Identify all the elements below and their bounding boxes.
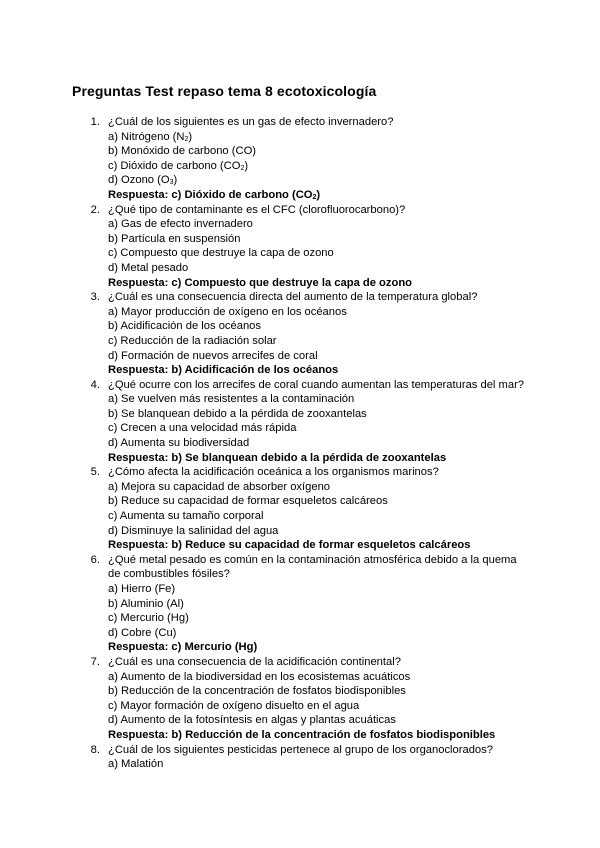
option-d: d) Disminuye la salinidad del agua <box>108 524 279 537</box>
answer: Respuesta: b) Reduce su capacidad de formar esqueletos calcáreos <box>108 539 471 552</box>
option-a: a) Malatión <box>108 758 164 771</box>
answer: Respuesta: b) Reducción de la concentración de fosfatos biodisponibles <box>108 728 496 741</box>
option-c: c) Reducción de la radiación solar <box>108 334 277 347</box>
question-1 <box>0 115 600 203</box>
question-text: ¿Cuál es una consecuencia de la acidificación continental? <box>108 655 401 668</box>
question-number: 7. <box>90 655 100 668</box>
option-a: a) Gas de efecto invernadero <box>108 218 253 231</box>
question-5 <box>0 465 600 553</box>
option-b: b) Reduce su capacidad de formar esqueletos calcáreos <box>108 495 388 508</box>
option-b: b) Partícula en suspensión <box>108 232 241 245</box>
option-d: d) Aumenta su biodiversidad <box>108 437 250 450</box>
option-d: d) Metal pesado <box>108 261 189 274</box>
question-text: ¿Cuál de los siguientes es un gas de efecto invernadero? <box>108 116 394 128</box>
answer: Respuesta: b) Acidificación de los océanos <box>108 364 339 377</box>
question-text: ¿Qué tipo de contaminante es el CFC (clorofluorocarbono)? <box>108 203 406 216</box>
question-text-line-1: ¿Qué metal pesado es común en la contaminación atmosférica debido a la quema <box>108 553 517 566</box>
option-b: b) Acidificación de los océanos <box>108 320 261 333</box>
question-text: ¿Qué ocurre con los arrecifes de coral cuando aumentan las temperaturas del mar? <box>108 378 525 391</box>
question-number: 4. <box>90 378 100 391</box>
option-a: a) Nitrógeno $(N_2)$ <box>108 130 193 143</box>
option-d: d) Aumento de la fotosíntesis en algas y plantas acuáticas <box>108 714 396 727</box>
option-d: d) Ozono $(O_3)$ <box>108 174 178 187</box>
question-3 <box>0 290 600 378</box>
question-6 <box>0 553 600 655</box>
option-b: b) Aluminio (Al) <box>108 597 184 610</box>
option-c: c) Mercurio (Hg) <box>108 612 189 625</box>
option-c: c) Compuesto que destruye la capa de ozono <box>108 247 334 260</box>
answer: Respuesta: c) Compuesto que destruye la capa de ozono <box>108 276 412 289</box>
answer: Respuesta: c) Dióxido de carbono $(CO_2)$ <box>108 188 321 201</box>
question-text: ¿Cuál de los siguientes pesticidas pertenece al grupo de los organoclorados? <box>108 743 493 756</box>
option-a: a) Mejora su capacidad de absorber oxígeno <box>108 480 331 493</box>
question-2 <box>0 203 600 291</box>
question-number: 8. <box>90 743 100 756</box>
option-c: c) Crecen a una velocidad más rápida <box>108 422 297 435</box>
question-4 <box>0 378 600 466</box>
question-7 <box>0 655 600 743</box>
option-b: b) Reducción de la concentración de fosfatos biodisponibles <box>108 685 406 698</box>
answer: Respuesta: b) Se blanquean debido a la pérdida de zooxantelas <box>108 451 447 464</box>
question-list <box>0 115 600 772</box>
answer: Respuesta: c) Mercurio (Hg) <box>108 641 258 654</box>
question-text-line-2: de combustibles fósiles? <box>108 568 230 581</box>
option-d: d) Cobre (Cu) <box>108 626 177 639</box>
question-number: 6. <box>90 553 100 566</box>
question-number: 2. <box>90 203 100 216</box>
option-a: a) Aumento de la biodiversidad en los ecosistemas acuáticos <box>108 670 411 683</box>
question-number: 5. <box>90 466 100 479</box>
question-number: 3. <box>90 291 100 304</box>
option-c: c) Aumenta su tamaño corporal <box>108 510 264 523</box>
question-text: ¿Cómo afecta la acidificación oceánica a los organismos marinos? <box>108 466 439 479</box>
option-a: a) Mayor producción de oxígeno en los océanos <box>108 305 347 318</box>
option-a: a) Se vuelven más resistentes a la contaminación <box>108 393 355 406</box>
option-c: c) Mayor formación de oxígeno disuelto en el agua <box>108 699 360 712</box>
page-title: Preguntas Test repaso tema 8 ecotoxicología <box>72 83 377 99</box>
option-c: c) Dióxido de carbono $(CO_2)$ <box>108 159 249 172</box>
question-8 <box>0 743 600 772</box>
option-b: b) Se blanquean debido a la pérdida de zooxantelas <box>108 407 367 420</box>
option-b: b) Monóxido de carbono (CO) <box>108 145 256 158</box>
question-text: ¿Cuál es una consecuencia directa del aumento de la temperatura global? <box>108 291 478 304</box>
question-number: 1. <box>90 116 100 128</box>
option-d: d) Formación de nuevos arrecifes de coral <box>108 349 318 362</box>
option-a: a) Hierro (Fe) <box>108 583 176 595</box>
